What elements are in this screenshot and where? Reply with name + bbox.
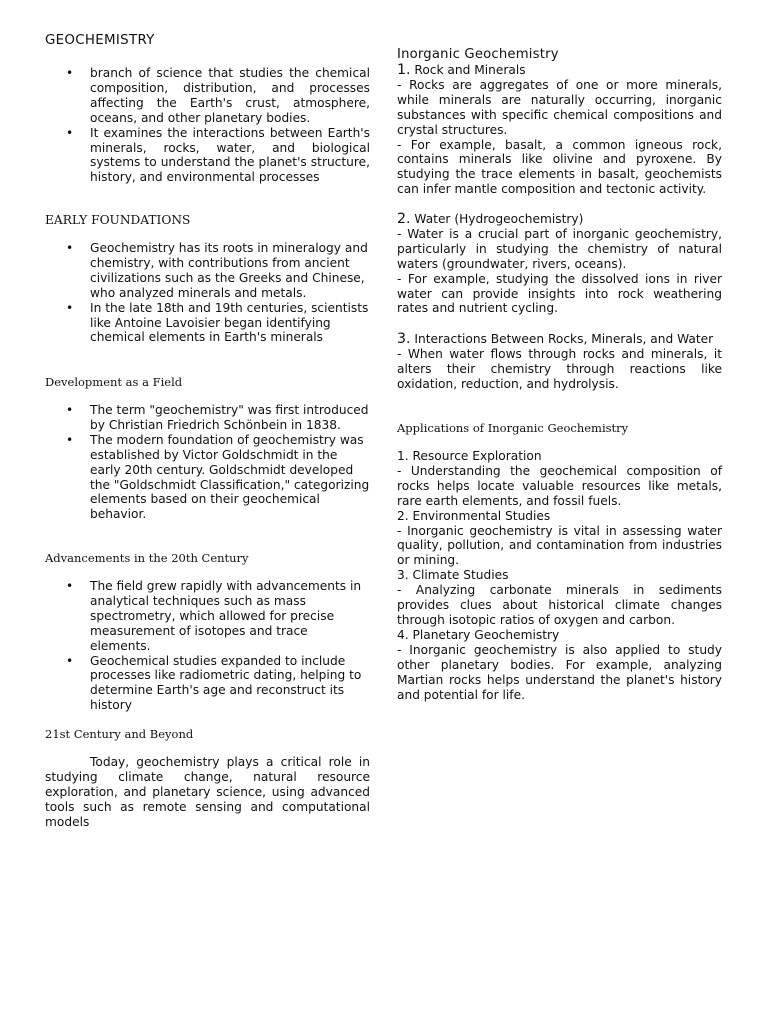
subsection-title: Water (Hydrogeochemistry) bbox=[410, 212, 584, 226]
list-item: • The field grew rapidly with advancements in analytical techniques such as mass spectrometry, which allowed for precise measurement of isotopes and trace elements. bbox=[45, 579, 370, 654]
paragraph: - For example, basalt, a common igneous rock, contains minerals like olivine and pyroxene. By studying the trace elements in basalt, geochemists can infer mantle composition and tectonic activity. bbox=[397, 137, 722, 197]
paragraph: - When water flows through rocks and minerals, it alters their chemistry through reactions like oxidation, reduction, and hydrolysis. bbox=[397, 346, 722, 391]
section-water bbox=[397, 212, 722, 316]
application-label: 3. Climate Studies bbox=[397, 568, 509, 583]
subsection-title: Rock and Minerals bbox=[410, 63, 526, 77]
early-foundations-list bbox=[45, 241, 370, 345]
list-item: • The modern foundation of geochemistry was established by Victor Goldschmidt in the early 20th century. Goldschmidt developed the "Goldschmidt Classification," categorizing elements based on their geochemical behavior. bbox=[45, 433, 370, 522]
application-text: - Analyzing carbonate minerals in sediments provides clues about historical climate changes through isotopic ratios of oxygen and carbon. bbox=[397, 583, 722, 627]
section-heading-advancements: Advancements in the 20th Century bbox=[45, 551, 249, 565]
application-label: 1. Resource Exploration bbox=[397, 449, 542, 463]
subsection-heading bbox=[397, 212, 722, 227]
list-item: • In the late 18th and 19th centuries, scientists like Antoine Lavoisier began identifying chemical elements in Earth's minerals bbox=[45, 301, 370, 346]
application-text: - Inorganic geochemistry is also applied to study other planetary bodies. For example, analyzing Martian rocks helps understand the planet's history and potential for life. bbox=[397, 642, 722, 702]
application-text: - Inorganic geochemistry is vital in assessing water quality, pollution, and contamination from industries or mining. bbox=[397, 523, 722, 568]
intro-list bbox=[45, 66, 370, 185]
applications-list bbox=[397, 449, 722, 702]
section-rock-and-minerals bbox=[397, 63, 722, 197]
section-number: 1. bbox=[397, 62, 411, 78]
development-list bbox=[45, 403, 370, 522]
section-heading-development: Development as a Field bbox=[45, 375, 183, 389]
paragraph: - For example, studying the dissolved ions in river water can provide insights into rock weathering rates and nutrient cycling. bbox=[397, 271, 722, 316]
application-label: 4. Planetary Geochemistry bbox=[397, 627, 560, 642]
list-item: • The term "geochemistry" was first introduced by Christian Friedrich Schönbein in 1838. bbox=[45, 403, 370, 433]
list-item: • branch of science that studies the chemical composition, distribution, and processes affecting the Earth's crust, atmosphere, oceans, and other planetary bodies. bbox=[45, 66, 370, 126]
paragraph: - Water is a crucial part of inorganic geochemistry, particularly in studying the chemistry of natural waters (groundwater, rivers, oceans). bbox=[397, 226, 722, 271]
advancements-list bbox=[45, 579, 370, 713]
section-number: 2. bbox=[397, 211, 411, 227]
list-item: • Geochemical studies expanded to include processes like radiometric dating, helping to determine Earth's age and reconstruct its history bbox=[45, 654, 370, 714]
section-heading-applications: Applications of Inorganic Geochemistry bbox=[397, 421, 629, 435]
application-label: 2. Environmental Studies bbox=[397, 508, 551, 523]
page-title: GEOCHEMISTRY bbox=[45, 33, 155, 48]
section-heading-21st-century: 21st Century and Beyond bbox=[45, 727, 194, 741]
application-text: - Understanding the geochemical composition of rocks helps locate valuable resources like metals, rare earth elements, and fossil fuels. bbox=[397, 463, 722, 508]
section-number: 3. bbox=[397, 331, 411, 347]
subsection-heading bbox=[397, 63, 722, 78]
subsection-title: Interactions Between Rocks, Minerals, and Water bbox=[410, 332, 714, 346]
section-interactions bbox=[397, 332, 722, 392]
list-item: • Geochemistry has its roots in mineralogy and chemistry, with contributions from ancient civilizations such as the Greeks and Chinese, who analyzed minerals and metals. bbox=[45, 241, 370, 301]
paragraph: - Rocks are aggregates of one or more minerals, while minerals are naturally occurring, inorganic substances with specific chemical compositions and crystal structures. bbox=[397, 77, 722, 137]
list-item: • It examines the interactions between Earth's minerals, rocks, water, and biological systems to understand the planet's structure, history, and environmental processes bbox=[45, 126, 370, 186]
paragraph-21st-century: Today, geochemistry plays a critical role in studying climate change, natural resource exploration, and planetary science, using advanced tools such as remote sensing and computational models bbox=[45, 755, 370, 829]
section-heading-early-foundations: EARLY FOUNDATIONS bbox=[45, 213, 191, 227]
section-title-inorganic-geochemistry: Inorganic Geochemistry bbox=[397, 47, 559, 62]
subsection-heading bbox=[397, 332, 722, 347]
